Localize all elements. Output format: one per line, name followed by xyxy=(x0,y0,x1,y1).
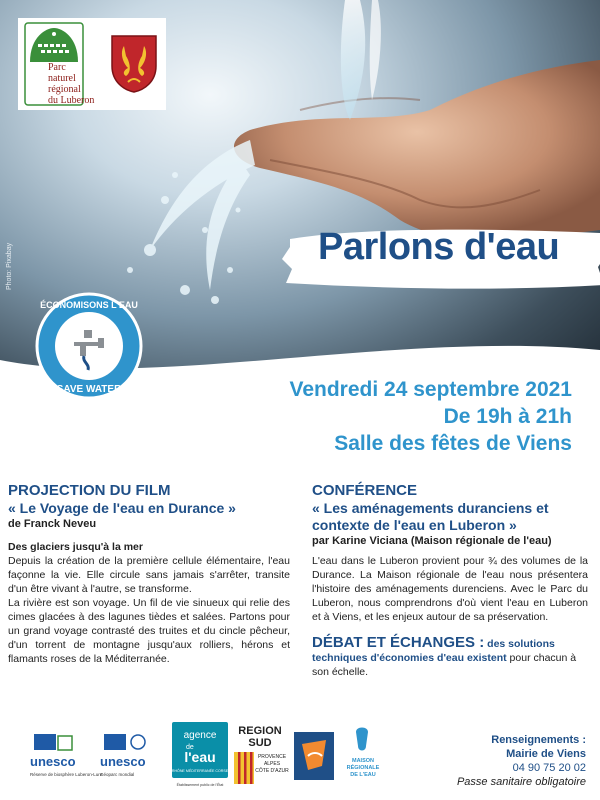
projection-section xyxy=(8,482,290,666)
film-paragraph: Depuis la création de la première cellule élémentaire, l'eau façonne la vie. Elle circule sans jamais s'arrêter, transite d'un être vivant à l'autre, se transforme. xyxy=(8,555,290,595)
debat-heading: DÉBAT ET ÉCHANGES : xyxy=(312,634,485,651)
unesco-geopark-logo xyxy=(100,734,146,777)
photo-credit: Photo: Pixabay xyxy=(6,242,13,290)
save-water-badge xyxy=(34,290,144,402)
maison-eau-logo xyxy=(347,728,380,779)
departement-logo xyxy=(294,732,334,780)
agence-eau-logo xyxy=(172,722,229,787)
region-sub-3: CÔTE D'AZUR xyxy=(255,768,289,774)
contact-phone: 04 90 75 20 02 xyxy=(512,762,586,774)
parc-text-line: du Luberon xyxy=(48,95,95,106)
top-logos xyxy=(18,18,166,110)
agence-word-2: de xyxy=(186,744,194,751)
region-sub-2: ALPES xyxy=(263,761,281,767)
conference-heading: CONFÉRENCE xyxy=(312,482,418,499)
region-sud-logo xyxy=(234,725,289,784)
film-subhead: Des glaciers jusqu'à la mer xyxy=(8,541,143,553)
contact-title: Renseignements : xyxy=(491,734,586,746)
film-author: de Franck Neveu xyxy=(8,518,97,530)
conference-section xyxy=(312,482,588,679)
parc-logo-text xyxy=(48,62,94,106)
film-title: « Le Voyage de l'eau en Durance » xyxy=(8,500,236,516)
event-place: Salle des fêtes de Viens xyxy=(334,432,572,455)
badge-bottom-text: SAVE WATER xyxy=(56,384,122,395)
agence-sub: RHÔNE MÉDITERRANÉE CORSE xyxy=(171,769,229,773)
page-title: Parlons d'eau xyxy=(318,226,560,268)
conference-speaker: par Karine Viciana (Maison régionale de l'eau) xyxy=(312,535,552,547)
region-word-1: REGION xyxy=(238,725,282,737)
projection-heading: PROJECTION DU FILM xyxy=(8,482,171,499)
contact-block xyxy=(457,733,586,789)
parc-text-line: naturel xyxy=(48,73,76,84)
badge-top-text: ÉCONOMISONS L'EAU xyxy=(40,300,138,310)
agence-word-1: agence xyxy=(183,730,217,741)
maison-word-3: DE L'EAU xyxy=(350,772,376,778)
unesco-word-1: unesco xyxy=(30,754,76,769)
debat-plain-text: pour chacun à son échelle. xyxy=(312,652,577,678)
contact-org: Mairie de Viens xyxy=(506,748,586,760)
debat-bold-text: des solutions techniques d'économies d'eau existent xyxy=(312,638,555,664)
film-paragraph: La rivière est son voyage. Un fil de vie sinueux qui relie des cimes glacées à des lagunes tièdes et salées. Partons pour un grand voyage contrasté des truites et du cincle pêcheur, d'un torrent de montagne jusqu'aux rolliers, hérons et flamants roses de la Méditerranée. xyxy=(8,597,290,665)
partner-logos xyxy=(26,722,416,794)
event-date: Vendredi 24 septembre 2021 xyxy=(289,378,572,401)
contact-note: Passe sanitaire obligatoire xyxy=(456,776,586,788)
viens-crest xyxy=(110,34,158,94)
unesco-caption-2: Géoparc mondial xyxy=(100,772,135,777)
unesco-biosphere-logo xyxy=(30,734,103,777)
maison-word-1: MAISON xyxy=(352,758,374,764)
event-time: De 19h à 21h xyxy=(443,405,572,428)
region-word-2: SUD xyxy=(248,737,272,749)
region-sub-1: PROVENCE xyxy=(257,754,287,760)
unesco-caption-1: Réserve de biosphère Luberon-Lure xyxy=(30,772,103,777)
unesco-word-2: unesco xyxy=(100,754,146,769)
debat-block xyxy=(312,636,588,679)
maison-word-2: RÉGIONALE xyxy=(346,765,380,771)
conference-paragraph: L'eau dans le Luberon provient pour ¾ des volumes de la Durance. La Maison régionale de l'eau nous présentera l'histoire des aménagements durenciens. Avec le Parc du Luberon, nous comprendrons d'où vient l'eau en Luberon et à Viens, et les enjeux autour de sa préservation. xyxy=(312,555,588,623)
agence-caption: Établissement public de l'État xyxy=(176,783,224,787)
conference-title: « Les aménagements duranciens et contexte de l'eau en Luberon » xyxy=(312,500,549,533)
event-info xyxy=(290,376,573,457)
parc-text-line: Parc xyxy=(48,62,66,73)
parc-text-line: régional xyxy=(48,84,81,95)
agence-word-3: l'eau xyxy=(184,749,216,765)
